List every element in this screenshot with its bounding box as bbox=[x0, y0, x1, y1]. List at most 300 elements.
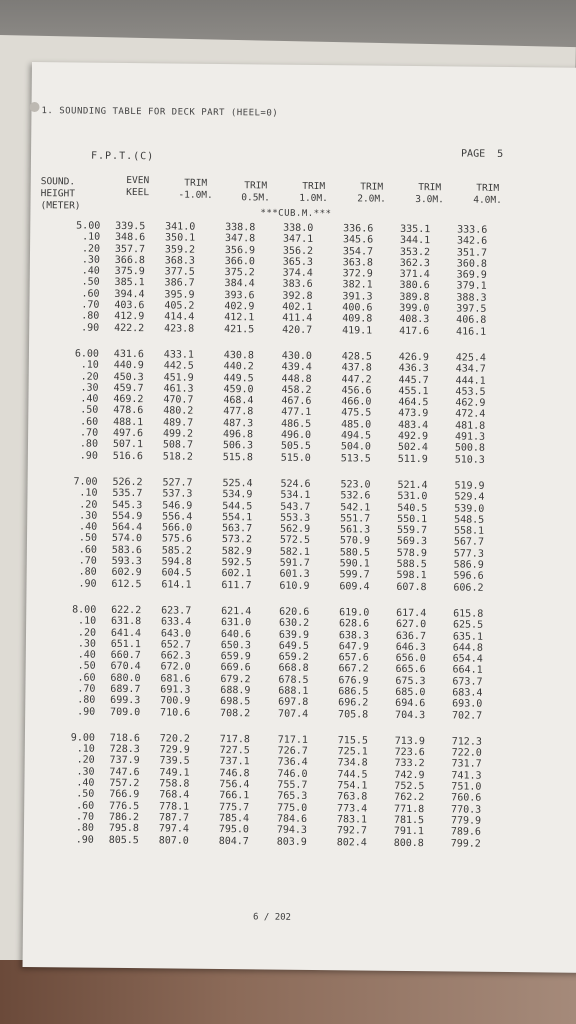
volume-cell: 694.6 bbox=[395, 698, 426, 710]
volume-cell: 591.7 bbox=[279, 557, 310, 569]
page-label: PAGE bbox=[461, 148, 486, 160]
sounding-cell: .50 bbox=[80, 404, 99, 417]
volume-cell: 691.3 bbox=[160, 684, 191, 696]
sounding-header-line: (METER) bbox=[40, 200, 81, 212]
volume-cell: 348.6 bbox=[114, 232, 146, 244]
volume-cell: 437.8 bbox=[341, 362, 372, 374]
volume-cell: 510.3 bbox=[454, 454, 485, 466]
volume-cell: 709.0 bbox=[110, 706, 141, 718]
volume-cell: 791.1 bbox=[393, 826, 425, 838]
volume-cell: 400.6 bbox=[342, 302, 373, 314]
volume-cell: 339.5 bbox=[115, 220, 146, 233]
volume-cell: 698.5 bbox=[220, 696, 251, 708]
volume-cell: 442.5 bbox=[163, 360, 194, 372]
document-page bbox=[23, 62, 576, 973]
volume-cell: 397.5 bbox=[456, 303, 487, 315]
volume-cell: 477.1 bbox=[281, 407, 312, 419]
volume-cell: 640.6 bbox=[220, 628, 252, 640]
volume-cell: 627.0 bbox=[395, 619, 427, 631]
volume-cell: 592.5 bbox=[221, 557, 252, 569]
volume-cell: 689.7 bbox=[110, 683, 141, 696]
volume-cell: 392.8 bbox=[282, 290, 313, 302]
volume-cell: 430.0 bbox=[281, 350, 312, 362]
volume-cell: 357.7 bbox=[114, 243, 146, 255]
volume-cell: 678.5 bbox=[278, 674, 309, 686]
volume-cell: 535.7 bbox=[112, 488, 143, 500]
volume-cell: 344.1 bbox=[399, 235, 431, 247]
sounding-cell: .60 bbox=[78, 544, 97, 556]
sounding-table bbox=[34, 220, 488, 849]
sounding-cell: .60 bbox=[77, 672, 96, 684]
volume-cell: 428.5 bbox=[341, 351, 372, 363]
volume-cell: 531.0 bbox=[397, 491, 428, 503]
volume-cell: 649.5 bbox=[278, 640, 309, 652]
volume-cell: 699.3 bbox=[110, 695, 141, 707]
volume-cell: 384.4 bbox=[224, 278, 255, 290]
volume-cell: 722.0 bbox=[451, 747, 482, 759]
volume-cell: 657.6 bbox=[338, 652, 369, 664]
volume-cell: 726.7 bbox=[277, 745, 308, 758]
volume-cell: 499.2 bbox=[162, 428, 194, 440]
sounding-cell: .10 bbox=[76, 743, 95, 755]
volume-cell: 739.5 bbox=[159, 755, 190, 768]
volume-cell: 434.7 bbox=[455, 363, 486, 376]
volume-cell: 710.6 bbox=[160, 706, 191, 719]
volume-cell: 779.9 bbox=[450, 815, 482, 827]
volume-cell: 558.1 bbox=[453, 525, 485, 537]
page-number: 5 bbox=[497, 148, 504, 160]
header-line: 2.0M. bbox=[357, 193, 386, 205]
header-line: KEEL bbox=[126, 186, 150, 199]
sounding-cell: .60 bbox=[80, 416, 99, 428]
volume-cell: 644.8 bbox=[452, 642, 483, 654]
volume-cell: 662.3 bbox=[160, 650, 191, 662]
volume-cell: 623.7 bbox=[161, 605, 192, 617]
sounding-cell: .20 bbox=[77, 627, 97, 639]
volume-cell: 433.1 bbox=[163, 349, 194, 361]
volume-cell: 765.3 bbox=[277, 790, 308, 803]
header-line: 3.0M. bbox=[415, 194, 444, 206]
volume-cell: 596.6 bbox=[453, 570, 484, 583]
trim-header-5 bbox=[403, 182, 457, 207]
volume-cell: 492.9 bbox=[397, 430, 429, 443]
sounding-cell: .10 bbox=[78, 615, 97, 627]
volume-cell: 807.0 bbox=[158, 834, 189, 847]
volume-cell: 676.9 bbox=[338, 674, 369, 687]
volume-cell: 729.9 bbox=[159, 744, 190, 756]
sounding-cell: .30 bbox=[80, 382, 99, 394]
volume-cell: 543.7 bbox=[280, 501, 311, 513]
volume-cell: 382.1 bbox=[342, 279, 373, 292]
volume-cell: 554.1 bbox=[222, 511, 253, 524]
volume-cell: 631.0 bbox=[220, 617, 252, 629]
volume-cell: 518.2 bbox=[162, 451, 193, 463]
volume-cell: 746.0 bbox=[277, 768, 308, 780]
volume-cell: 804.7 bbox=[218, 835, 249, 847]
volume-cell: 537.3 bbox=[162, 488, 193, 500]
volume-cell: 462.9 bbox=[455, 397, 486, 409]
volume-cell: 506.3 bbox=[222, 440, 254, 452]
volume-cell: 628.6 bbox=[338, 618, 370, 630]
volume-cell: 544.5 bbox=[222, 500, 253, 512]
sounding-header-line: HEIGHT bbox=[40, 188, 76, 200]
volume-cell: 386.7 bbox=[164, 277, 195, 290]
volume-cell: 402.9 bbox=[224, 301, 255, 313]
volume-cell: 614.1 bbox=[161, 578, 192, 591]
volume-cell: 643.0 bbox=[160, 627, 192, 640]
volume-cell: 513.5 bbox=[340, 452, 371, 465]
volume-cell: 338.0 bbox=[283, 222, 314, 234]
sounding-cell: .40 bbox=[76, 777, 95, 789]
volume-cell: 599.7 bbox=[339, 569, 370, 581]
volume-cell: 447.2 bbox=[341, 373, 372, 386]
volume-cell: 619.0 bbox=[339, 607, 370, 619]
volume-cell: 570.9 bbox=[339, 535, 371, 547]
volume-cell: 419.1 bbox=[342, 324, 373, 337]
volume-cell: 602.1 bbox=[221, 568, 252, 580]
volume-cell: 594.8 bbox=[161, 556, 192, 568]
volume-cell: 731.7 bbox=[451, 758, 482, 771]
volume-cell: 621.4 bbox=[221, 605, 252, 618]
sounding-cell: .30 bbox=[77, 638, 96, 650]
volume-cell: 561.3 bbox=[339, 524, 371, 536]
volume-cell: 786.2 bbox=[108, 811, 140, 824]
header-line: TRIM bbox=[418, 182, 442, 194]
volume-cell: 488.1 bbox=[113, 416, 144, 428]
volume-cell: 757.2 bbox=[109, 777, 140, 790]
volume-cell: 697.8 bbox=[278, 696, 309, 709]
volume-cell: 416.1 bbox=[456, 326, 487, 338]
volume-cell: 553.3 bbox=[280, 512, 311, 524]
volume-cell: 583.6 bbox=[111, 544, 142, 556]
sounding-cell: .70 bbox=[78, 555, 97, 567]
volume-cell: 529.4 bbox=[454, 491, 485, 503]
volume-cell: 636.7 bbox=[395, 630, 427, 642]
volume-cell: 741.3 bbox=[451, 770, 482, 782]
sounding-cell: .60 bbox=[76, 800, 95, 812]
volume-cell: 564.4 bbox=[111, 521, 143, 534]
volume-cell: 775.0 bbox=[277, 802, 308, 814]
volume-cell: 394.4 bbox=[114, 288, 145, 300]
header-line: TRIM bbox=[360, 181, 384, 193]
volume-cell: 737.1 bbox=[219, 756, 250, 768]
volume-cell: 507.1 bbox=[112, 439, 144, 451]
volume-cell: 356.2 bbox=[282, 245, 314, 257]
sounding-header-line: SOUND. bbox=[40, 176, 76, 188]
volume-cell: 395.9 bbox=[164, 289, 195, 301]
volume-cell: 668.8 bbox=[278, 663, 309, 675]
volume-cell: 333.6 bbox=[457, 224, 488, 236]
header-line: TRIM bbox=[244, 180, 268, 192]
volume-cell: 523.0 bbox=[340, 479, 371, 491]
volume-cell: 667.2 bbox=[338, 663, 369, 675]
volume-cell: 744.5 bbox=[337, 769, 368, 781]
volume-cell: 483.4 bbox=[398, 419, 429, 431]
volume-cell: 505.5 bbox=[280, 440, 312, 453]
volume-cell: 375.2 bbox=[224, 267, 255, 279]
volume-cell: 572.5 bbox=[279, 535, 311, 547]
sounding-cell: .30 bbox=[79, 510, 98, 522]
trim-header-3 bbox=[287, 181, 341, 206]
volume-cell: 449.5 bbox=[223, 372, 254, 384]
sounding-cell: .30 bbox=[81, 254, 100, 266]
volume-cell: 542.1 bbox=[340, 501, 371, 514]
volume-cell: 646.3 bbox=[395, 641, 426, 653]
sounding-cell: .10 bbox=[82, 231, 101, 244]
sounding-cell: .90 bbox=[81, 322, 100, 334]
volume-cell: 578.9 bbox=[396, 547, 427, 559]
even-keel-header bbox=[113, 175, 163, 200]
volume-cell: 805.5 bbox=[108, 834, 139, 846]
sounding-cell: .50 bbox=[76, 788, 95, 801]
sounding-cell: 5.00 bbox=[76, 220, 101, 232]
volume-cell: 625.5 bbox=[452, 619, 484, 631]
volume-cell: 787.7 bbox=[158, 812, 190, 824]
volume-cell: 656.0 bbox=[395, 652, 426, 665]
volume-cell: 593.3 bbox=[111, 555, 142, 568]
volume-cell: 573.2 bbox=[221, 534, 253, 546]
volume-cell: 778.1 bbox=[159, 801, 190, 813]
volume-cell: 502.4 bbox=[397, 442, 429, 454]
units-label: ***CUB.M.*** bbox=[260, 208, 332, 220]
volume-cell: 785.4 bbox=[218, 812, 250, 825]
sounding-cell: .70 bbox=[81, 299, 100, 311]
sounding-cell: .90 bbox=[77, 706, 96, 718]
volume-cell: 669.6 bbox=[220, 662, 251, 674]
volume-cell: 354.7 bbox=[342, 245, 374, 258]
volume-cell: 350.1 bbox=[164, 232, 196, 245]
volume-cell: 524.6 bbox=[280, 478, 311, 490]
volume-cell: 345.6 bbox=[342, 234, 374, 246]
volume-cell: 342.6 bbox=[456, 235, 488, 248]
volume-cell: 366.0 bbox=[224, 255, 255, 268]
volume-cell: 469.2 bbox=[113, 394, 144, 406]
volume-cell: 444.1 bbox=[455, 375, 486, 387]
sounding-cell: .90 bbox=[79, 450, 98, 462]
volume-cell: 534.1 bbox=[280, 489, 311, 502]
volume-cell: 459.7 bbox=[113, 382, 144, 395]
volume-cell: 389.8 bbox=[399, 291, 430, 303]
volume-cell: 803.9 bbox=[276, 836, 307, 848]
volume-cell: 388.3 bbox=[456, 292, 487, 304]
volume-cell: 467.6 bbox=[281, 395, 312, 408]
volume-cell: 566.0 bbox=[161, 522, 193, 534]
volume-cell: 742.9 bbox=[394, 769, 425, 781]
volume-cell: 391.3 bbox=[342, 291, 373, 303]
volume-cell: 545.3 bbox=[112, 499, 143, 511]
volume-cell: 728.3 bbox=[109, 744, 140, 756]
volume-cell: 736.4 bbox=[277, 757, 308, 769]
trim-header-6 bbox=[461, 182, 515, 207]
volume-cell: 431.6 bbox=[113, 348, 144, 361]
volume-cell: 607.8 bbox=[396, 581, 427, 593]
volume-cell: 504.0 bbox=[340, 441, 372, 453]
volume-cell: 393.6 bbox=[224, 289, 255, 302]
volume-cell: 704.3 bbox=[395, 709, 426, 721]
sounding-cell: .10 bbox=[79, 487, 98, 499]
sounding-cell: .80 bbox=[75, 822, 95, 834]
sounding-cell: 6.00 bbox=[74, 348, 100, 360]
volume-cell: 685.0 bbox=[395, 686, 426, 699]
volume-cell: 717.1 bbox=[277, 734, 308, 746]
volume-cell: 534.9 bbox=[222, 489, 253, 501]
volume-cell: 360.8 bbox=[456, 258, 487, 270]
sounding-cell: .50 bbox=[81, 277, 100, 289]
volume-cell: 702.7 bbox=[452, 710, 483, 722]
volume-cell: 468.4 bbox=[223, 395, 254, 407]
volume-cell: 371.4 bbox=[399, 269, 430, 281]
volume-cell: 758.8 bbox=[159, 778, 190, 790]
volume-cell: 347.1 bbox=[282, 233, 314, 246]
volume-cell: 451.9 bbox=[163, 371, 194, 384]
volume-cell: 631.8 bbox=[110, 616, 142, 628]
volume-cell: 795.8 bbox=[108, 823, 140, 835]
volume-cell: 458.2 bbox=[281, 384, 312, 396]
volume-cell: 375.9 bbox=[114, 266, 145, 278]
volume-cell: 466.0 bbox=[341, 396, 372, 408]
volume-cell: 647.9 bbox=[338, 641, 369, 653]
volume-cell: 383.6 bbox=[282, 279, 313, 291]
volume-cell: 508.7 bbox=[162, 439, 194, 452]
sounding-cell: .80 bbox=[79, 438, 99, 451]
volume-cell: 720.2 bbox=[159, 733, 190, 745]
volume-cell: 580.5 bbox=[339, 546, 370, 559]
sounding-cell: .20 bbox=[80, 371, 99, 383]
document-title: 1. SOUNDING TABLE FOR DECK PART (HEEL=0) bbox=[41, 106, 279, 119]
volume-cell: 775.7 bbox=[219, 801, 250, 813]
volume-cell: 426.9 bbox=[398, 351, 429, 364]
volume-cell: 377.5 bbox=[164, 266, 195, 278]
volume-cell: 436.3 bbox=[398, 363, 429, 375]
volume-cell: 604.5 bbox=[161, 567, 192, 580]
sounding-cell: .30 bbox=[76, 766, 95, 778]
header-line: 4.0M. bbox=[473, 194, 502, 206]
volume-cell: 610.9 bbox=[279, 580, 310, 592]
sounding-cell: .80 bbox=[81, 310, 100, 323]
volume-cell: 430.8 bbox=[223, 349, 254, 362]
sounding-cell: .70 bbox=[79, 427, 99, 439]
volume-cell: 500.8 bbox=[454, 442, 486, 455]
volume-cell: 800.8 bbox=[393, 837, 424, 849]
volume-cell: 440.2 bbox=[223, 361, 254, 373]
volume-cell: 341.0 bbox=[165, 221, 196, 233]
sounding-cell: 7.00 bbox=[73, 476, 98, 488]
volume-cell: 638.3 bbox=[338, 629, 370, 642]
volume-cell: 380.6 bbox=[399, 280, 430, 292]
volume-cell: 601.3 bbox=[279, 568, 310, 581]
volume-cell: 585.2 bbox=[161, 545, 192, 557]
volume-cell: 708.2 bbox=[220, 707, 251, 719]
volume-cell: 459.0 bbox=[223, 383, 254, 396]
volume-cell: 515.8 bbox=[222, 451, 253, 463]
volume-cell: 665.6 bbox=[395, 664, 426, 676]
volume-cell: 556.4 bbox=[162, 511, 193, 523]
volume-cell: 586.9 bbox=[453, 559, 484, 571]
volume-cell: 733.2 bbox=[394, 758, 425, 770]
page-footer: 6 / 202 bbox=[253, 912, 292, 923]
volume-cell: 617.4 bbox=[396, 607, 427, 620]
volume-cell: 456.6 bbox=[341, 385, 372, 397]
volume-cell: 548.5 bbox=[454, 514, 485, 526]
volume-cell: 688.1 bbox=[278, 685, 309, 697]
volume-cell: 688.9 bbox=[220, 684, 251, 697]
volume-cell: 491.3 bbox=[454, 431, 486, 443]
volume-cell: 369.9 bbox=[456, 269, 487, 281]
volume-cell: 450.3 bbox=[113, 371, 144, 383]
volume-cell: 590.1 bbox=[339, 558, 370, 570]
volume-cell: 353.2 bbox=[399, 246, 431, 258]
volume-cell: 783.1 bbox=[336, 814, 368, 826]
volume-cell: 515.0 bbox=[280, 452, 311, 464]
volume-cell: 660.7 bbox=[110, 649, 141, 662]
header-line: 1.0M. bbox=[299, 192, 328, 205]
volume-cell: 516.6 bbox=[112, 450, 143, 462]
volume-cell: 622.2 bbox=[111, 604, 142, 617]
volume-cell: 673.7 bbox=[452, 676, 483, 688]
sounding-cell: .40 bbox=[79, 521, 98, 533]
volume-cell: 551.7 bbox=[340, 513, 371, 525]
volume-cell: 359.2 bbox=[164, 243, 196, 256]
volume-cell: 773.4 bbox=[337, 802, 368, 815]
volume-cell: 408.3 bbox=[399, 314, 430, 326]
volume-cell: 550.1 bbox=[397, 513, 428, 525]
volume-cell: 532.6 bbox=[340, 490, 371, 502]
volume-cell: 379.1 bbox=[456, 280, 487, 293]
volume-cell: 747.6 bbox=[109, 766, 140, 778]
volume-cell: 489.7 bbox=[163, 417, 194, 429]
volume-cell: 672.0 bbox=[160, 661, 191, 674]
volume-cell: 789.6 bbox=[450, 826, 482, 838]
volume-cell: 562.9 bbox=[279, 523, 311, 536]
volume-cell: 485.0 bbox=[341, 419, 372, 431]
volume-cell: 602.9 bbox=[111, 567, 142, 579]
volume-cell: 540.5 bbox=[397, 502, 428, 514]
volume-cell: 527.7 bbox=[162, 477, 193, 489]
volume-cell: 577.3 bbox=[453, 548, 484, 560]
volume-cell: 651.1 bbox=[110, 638, 141, 650]
volume-cell: 799.2 bbox=[450, 837, 481, 850]
volume-cell: 751.0 bbox=[451, 781, 482, 793]
volume-cell: 412.1 bbox=[224, 312, 255, 324]
volume-cell: 487.3 bbox=[223, 417, 254, 430]
volume-cell: 681.6 bbox=[160, 673, 191, 685]
volume-cell: 612.5 bbox=[111, 578, 142, 590]
sounding-cell: .70 bbox=[75, 811, 95, 823]
volume-cell: 414.4 bbox=[164, 311, 195, 324]
volume-cell: 641.4 bbox=[110, 627, 142, 639]
volume-cell: 652.7 bbox=[160, 639, 191, 651]
volume-cell: 760.6 bbox=[451, 792, 482, 805]
volume-cell: 797.4 bbox=[158, 823, 190, 835]
volume-cell: 477.8 bbox=[223, 406, 254, 418]
volume-cell: 713.9 bbox=[394, 735, 425, 748]
volume-cell: 563.7 bbox=[221, 523, 253, 535]
volume-cell: 752.5 bbox=[394, 780, 425, 793]
volume-cell: 497.6 bbox=[112, 427, 144, 440]
volume-cell: 633.4 bbox=[160, 616, 192, 628]
volume-cell: 664.1 bbox=[452, 664, 483, 677]
header-line: TRIM bbox=[476, 182, 500, 194]
volume-cell: 351.7 bbox=[456, 247, 488, 259]
sounding-cell: .80 bbox=[77, 694, 96, 706]
volume-cell: 630.2 bbox=[278, 617, 310, 630]
volume-cell: 683.4 bbox=[452, 687, 483, 699]
sounding-cell: .20 bbox=[81, 243, 101, 255]
volume-cell: 374.4 bbox=[282, 267, 313, 280]
volume-cell: 448.8 bbox=[281, 373, 312, 385]
volume-cell: 582.9 bbox=[221, 545, 252, 558]
volume-cell: 680.0 bbox=[110, 672, 141, 684]
